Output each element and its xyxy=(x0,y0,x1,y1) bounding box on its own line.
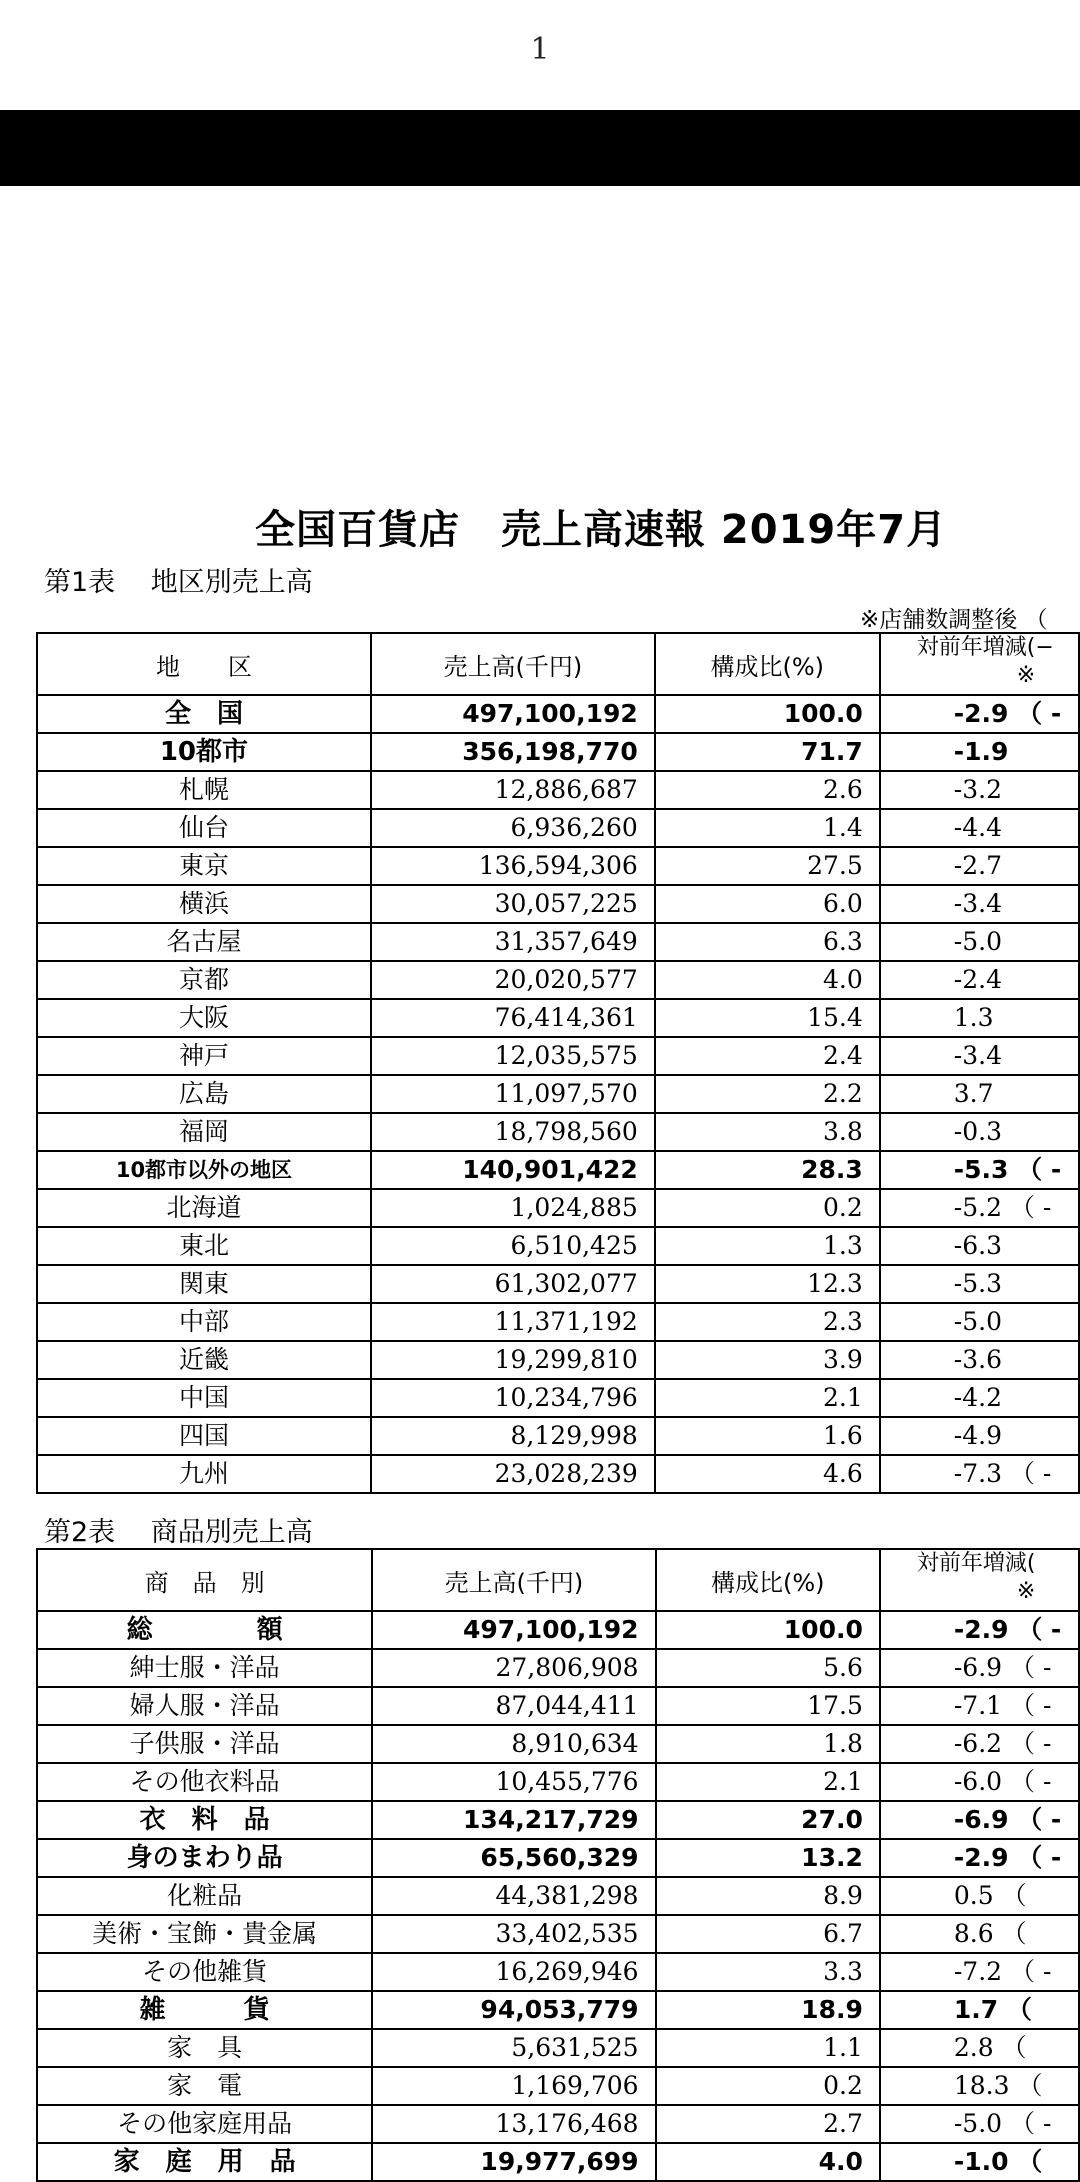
row-name: 10都市 xyxy=(37,733,371,771)
ratio-value: 6.7 xyxy=(656,1915,880,1953)
row-name: 紳士服・洋品 xyxy=(37,1649,372,1687)
row-name: 九州 xyxy=(37,1455,371,1493)
row-name: 札幌 xyxy=(37,771,371,809)
ratio-value: 15.4 xyxy=(655,999,880,1037)
ratio-value: 6.0 xyxy=(655,885,880,923)
category-sales-table xyxy=(36,1548,1080,2182)
ratio-value: 2.4 xyxy=(655,1037,880,1075)
table-row xyxy=(37,1151,1079,1189)
row-name: 福岡 xyxy=(37,1113,371,1151)
ratio-value: 2.3 xyxy=(655,1303,880,1341)
table2-caption: 第2表 商品別売上高 xyxy=(44,1517,313,1548)
sales-value: 11,371,192 xyxy=(371,1303,655,1341)
table-row xyxy=(37,1379,1079,1417)
row-name: 美術・宝飾・貴金属 xyxy=(37,1915,372,1953)
yoy-value: -2.9 （ - xyxy=(880,1611,1079,1649)
table-row xyxy=(37,923,1079,961)
row-name: 北海道 xyxy=(37,1189,371,1227)
sales-value: 65,560,329 xyxy=(372,1839,655,1877)
row-name: 大阪 xyxy=(37,999,371,1037)
ratio-value: 3.8 xyxy=(655,1113,880,1151)
sales-value: 1,169,706 xyxy=(372,2067,655,2105)
table-row xyxy=(37,1649,1079,1687)
ratio-value: 27.5 xyxy=(655,847,880,885)
sales-value: 8,910,634 xyxy=(372,1725,655,1763)
sales-value: 31,357,649 xyxy=(371,923,655,961)
yoy-value: -2.9 （ - xyxy=(880,695,1079,733)
yoy-value: -5.0 xyxy=(880,1303,1079,1341)
ratio-value: 0.2 xyxy=(656,2067,880,2105)
ratio-value: 8.9 xyxy=(656,1877,880,1915)
row-name: 総 額 xyxy=(37,1611,372,1649)
sales-value: 44,381,298 xyxy=(372,1877,655,1915)
table-row xyxy=(37,847,1079,885)
sales-value: 12,886,687 xyxy=(371,771,655,809)
ratio-value: 1.3 xyxy=(655,1227,880,1265)
table-row xyxy=(37,885,1079,923)
row-name: 雑 貨 xyxy=(37,1991,372,2029)
yoy-value: -3.4 xyxy=(880,885,1079,923)
yoy-value: 1.7 （ xyxy=(880,1991,1079,2029)
ratio-value: 18.9 xyxy=(656,1991,880,2029)
sales-value: 94,053,779 xyxy=(372,1991,655,2029)
yoy-value: 0.5 （ xyxy=(880,1877,1079,1915)
ratio-value: 2.6 xyxy=(655,771,880,809)
ratio-value: 17.5 xyxy=(656,1687,880,1725)
row-name: 横浜 xyxy=(37,885,371,923)
row-name: 家 庭 用 品 xyxy=(37,2143,372,2181)
header-ratio: 構成比(%) xyxy=(656,1549,880,1611)
header-sales: 売上高(千円) xyxy=(371,633,655,695)
sales-value: 6,936,260 xyxy=(371,809,655,847)
yoy-value: -6.9 （ - xyxy=(880,1649,1079,1687)
row-name: 四国 xyxy=(37,1417,371,1455)
yoy-value: -3.6 xyxy=(880,1341,1079,1379)
row-name: 家 電 xyxy=(37,2067,372,2105)
ratio-value: 2.7 xyxy=(656,2105,880,2143)
yoy-value: -5.0 （ - xyxy=(880,2105,1079,2143)
header-yoy-mark: ※ xyxy=(1016,1579,1036,1604)
row-name: 全 国 xyxy=(37,695,371,733)
sales-value: 13,176,468 xyxy=(372,2105,655,2143)
row-name: 身のまわり品 xyxy=(37,1839,372,1877)
sales-value: 12,035,575 xyxy=(371,1037,655,1075)
row-name: 家 具 xyxy=(37,2029,372,2067)
row-name: 衣 料 品 xyxy=(37,1801,372,1839)
yoy-value: -5.2 （ - xyxy=(880,1189,1079,1227)
yoy-value: -4.4 xyxy=(880,809,1079,847)
report-title: 全国百貨店 売上高速報 2019年7月 xyxy=(255,507,948,553)
header-yoy-mark: ※ xyxy=(1016,663,1036,688)
yoy-value: -1.0 （ xyxy=(880,2143,1079,2181)
yoy-value: -4.9 xyxy=(880,1417,1079,1455)
header-yoy-label: 対前年増減( xyxy=(916,1551,1036,1576)
row-name: その他衣料品 xyxy=(37,1763,372,1801)
ratio-value: 100.0 xyxy=(656,1611,880,1649)
sales-value: 27,806,908 xyxy=(372,1649,655,1687)
yoy-value: 2.8 （ xyxy=(880,2029,1079,2067)
header-yoy xyxy=(880,1549,1079,1611)
table-row xyxy=(37,1455,1079,1493)
row-name: 神戸 xyxy=(37,1037,371,1075)
regional-sales-table xyxy=(36,632,1080,1494)
ratio-value: 3.3 xyxy=(656,1953,880,1991)
table-row xyxy=(37,1953,1079,1991)
row-name: その他家庭用品 xyxy=(37,2105,372,2143)
sales-value: 87,044,411 xyxy=(372,1687,655,1725)
yoy-value: -0.3 xyxy=(880,1113,1079,1151)
table-row xyxy=(37,1839,1079,1877)
ratio-value: 4.6 xyxy=(655,1455,880,1493)
sales-value: 10,455,776 xyxy=(372,1763,655,1801)
yoy-value: -1.9 xyxy=(880,733,1079,771)
row-name: 関東 xyxy=(37,1265,371,1303)
table-row xyxy=(37,1037,1079,1075)
sales-value: 76,414,361 xyxy=(371,999,655,1037)
ratio-value: 3.9 xyxy=(655,1341,880,1379)
sales-value: 19,299,810 xyxy=(371,1341,655,1379)
yoy-value: -6.3 xyxy=(880,1227,1079,1265)
row-name: 10都市以外の地区 xyxy=(37,1151,371,1189)
row-name: 婦人服・洋品 xyxy=(37,1687,372,1725)
ratio-value: 1.1 xyxy=(656,2029,880,2067)
yoy-value: -2.9 （ - xyxy=(880,1839,1079,1877)
ratio-value: 6.3 xyxy=(655,923,880,961)
table-row xyxy=(37,1763,1079,1801)
table-row xyxy=(37,999,1079,1037)
ratio-value: 2.2 xyxy=(655,1075,880,1113)
yoy-value: -5.3 （ - xyxy=(880,1151,1079,1189)
sales-value: 18,798,560 xyxy=(371,1113,655,1151)
ratio-value: 28.3 xyxy=(655,1151,880,1189)
table-row xyxy=(37,809,1079,847)
sales-value: 19,977,699 xyxy=(372,2143,655,2181)
yoy-value: -3.4 xyxy=(880,1037,1079,1075)
ratio-value: 4.0 xyxy=(655,961,880,999)
ratio-value: 0.2 xyxy=(655,1189,880,1227)
yoy-value: -6.9 （ - xyxy=(880,1801,1079,1839)
sales-value: 134,217,729 xyxy=(372,1801,655,1839)
header-category: 商 品 別 xyxy=(37,1549,372,1611)
table-row xyxy=(37,1801,1079,1839)
header-region: 地 区 xyxy=(37,633,371,695)
row-name: 中部 xyxy=(37,1303,371,1341)
sales-value: 497,100,192 xyxy=(372,1611,655,1649)
yoy-value: -6.2 （ - xyxy=(880,1725,1079,1763)
table-row xyxy=(37,2029,1079,2067)
row-name: 近畿 xyxy=(37,1341,371,1379)
row-name: 仙台 xyxy=(37,809,371,847)
header-sales: 売上高(千円) xyxy=(372,1549,655,1611)
row-name: その他雑貨 xyxy=(37,1953,372,1991)
table-row xyxy=(37,2143,1079,2181)
yoy-value: -5.0 xyxy=(880,923,1079,961)
yoy-value: -7.3 （ - xyxy=(880,1455,1079,1493)
row-name: 子供服・洋品 xyxy=(37,1725,372,1763)
yoy-value: -2.7 xyxy=(880,847,1079,885)
table-row xyxy=(37,1113,1079,1151)
page-number: 1 xyxy=(530,32,550,67)
yoy-value: 3.7 xyxy=(880,1075,1079,1113)
header-yoy xyxy=(880,633,1079,695)
ratio-value: 12.3 xyxy=(655,1265,880,1303)
ratio-value: 1.8 xyxy=(656,1725,880,1763)
sales-value: 5,631,525 xyxy=(372,2029,655,2067)
yoy-value: -3.2 xyxy=(880,771,1079,809)
table-row xyxy=(37,1303,1079,1341)
store-adjustment-note: ※店舗数調整後 （ xyxy=(860,607,1048,633)
ratio-value: 1.6 xyxy=(655,1417,880,1455)
ratio-value: 100.0 xyxy=(655,695,880,733)
ratio-value: 2.1 xyxy=(656,1763,880,1801)
yoy-value: -7.1 （ - xyxy=(880,1687,1079,1725)
sales-value: 8,129,998 xyxy=(371,1417,655,1455)
table-row xyxy=(37,1877,1079,1915)
sales-value: 30,057,225 xyxy=(371,885,655,923)
sales-value: 20,020,577 xyxy=(371,961,655,999)
ratio-value: 2.1 xyxy=(655,1379,880,1417)
sales-value: 11,097,570 xyxy=(371,1075,655,1113)
yoy-value: -6.0 （ - xyxy=(880,1763,1079,1801)
ratio-value: 1.4 xyxy=(655,809,880,847)
table-row xyxy=(37,1189,1079,1227)
sales-value: 10,234,796 xyxy=(371,1379,655,1417)
sales-value: 497,100,192 xyxy=(371,695,655,733)
ratio-value: 4.0 xyxy=(656,2143,880,2181)
ratio-value: 71.7 xyxy=(655,733,880,771)
sales-value: 140,901,422 xyxy=(371,1151,655,1189)
row-name: 東北 xyxy=(37,1227,371,1265)
table1-caption: 第1表 地区別売上高 xyxy=(44,567,313,598)
row-name: 広島 xyxy=(37,1075,371,1113)
table-row xyxy=(37,2067,1079,2105)
row-name: 中国 xyxy=(37,1379,371,1417)
table-row xyxy=(37,1227,1079,1265)
ratio-value: 27.0 xyxy=(656,1801,880,1839)
ratio-value: 13.2 xyxy=(656,1839,880,1877)
sales-value: 23,028,239 xyxy=(371,1455,655,1493)
row-name: 名古屋 xyxy=(37,923,371,961)
table-row xyxy=(37,1725,1079,1763)
table-row xyxy=(37,1915,1079,1953)
header-yoy-label: 対前年増減(− xyxy=(916,635,1054,660)
sales-value: 356,198,770 xyxy=(371,733,655,771)
table-row xyxy=(37,1687,1079,1725)
yoy-value: 18.3 （ xyxy=(880,2067,1079,2105)
yoy-value: -4.2 xyxy=(880,1379,1079,1417)
row-name: 京都 xyxy=(37,961,371,999)
header-ratio: 構成比(%) xyxy=(655,633,880,695)
table-row xyxy=(37,1417,1079,1455)
table-row xyxy=(37,1611,1079,1649)
table-row xyxy=(37,1991,1079,2029)
table-row xyxy=(37,733,1079,771)
table-row xyxy=(37,695,1079,733)
table-row xyxy=(37,961,1079,999)
table-row xyxy=(37,1265,1079,1303)
table-row xyxy=(37,2105,1079,2143)
table-row xyxy=(37,1341,1079,1379)
yoy-value: -7.2 （ - xyxy=(880,1953,1079,1991)
table-row xyxy=(37,1075,1079,1113)
table-row xyxy=(37,771,1079,809)
sales-value: 33,402,535 xyxy=(372,1915,655,1953)
yoy-value: -5.3 xyxy=(880,1265,1079,1303)
sales-value: 136,594,306 xyxy=(371,847,655,885)
row-name: 化粧品 xyxy=(37,1877,372,1915)
row-name: 東京 xyxy=(37,847,371,885)
yoy-value: -2.4 xyxy=(880,961,1079,999)
redaction-bar xyxy=(0,110,1080,186)
sales-value: 6,510,425 xyxy=(371,1227,655,1265)
ratio-value: 5.6 xyxy=(656,1649,880,1687)
sales-value: 16,269,946 xyxy=(372,1953,655,1991)
yoy-value: 1.3 xyxy=(880,999,1079,1037)
sales-value: 61,302,077 xyxy=(371,1265,655,1303)
sales-value: 1,024,885 xyxy=(371,1189,655,1227)
yoy-value: 8.6 （ xyxy=(880,1915,1079,1953)
